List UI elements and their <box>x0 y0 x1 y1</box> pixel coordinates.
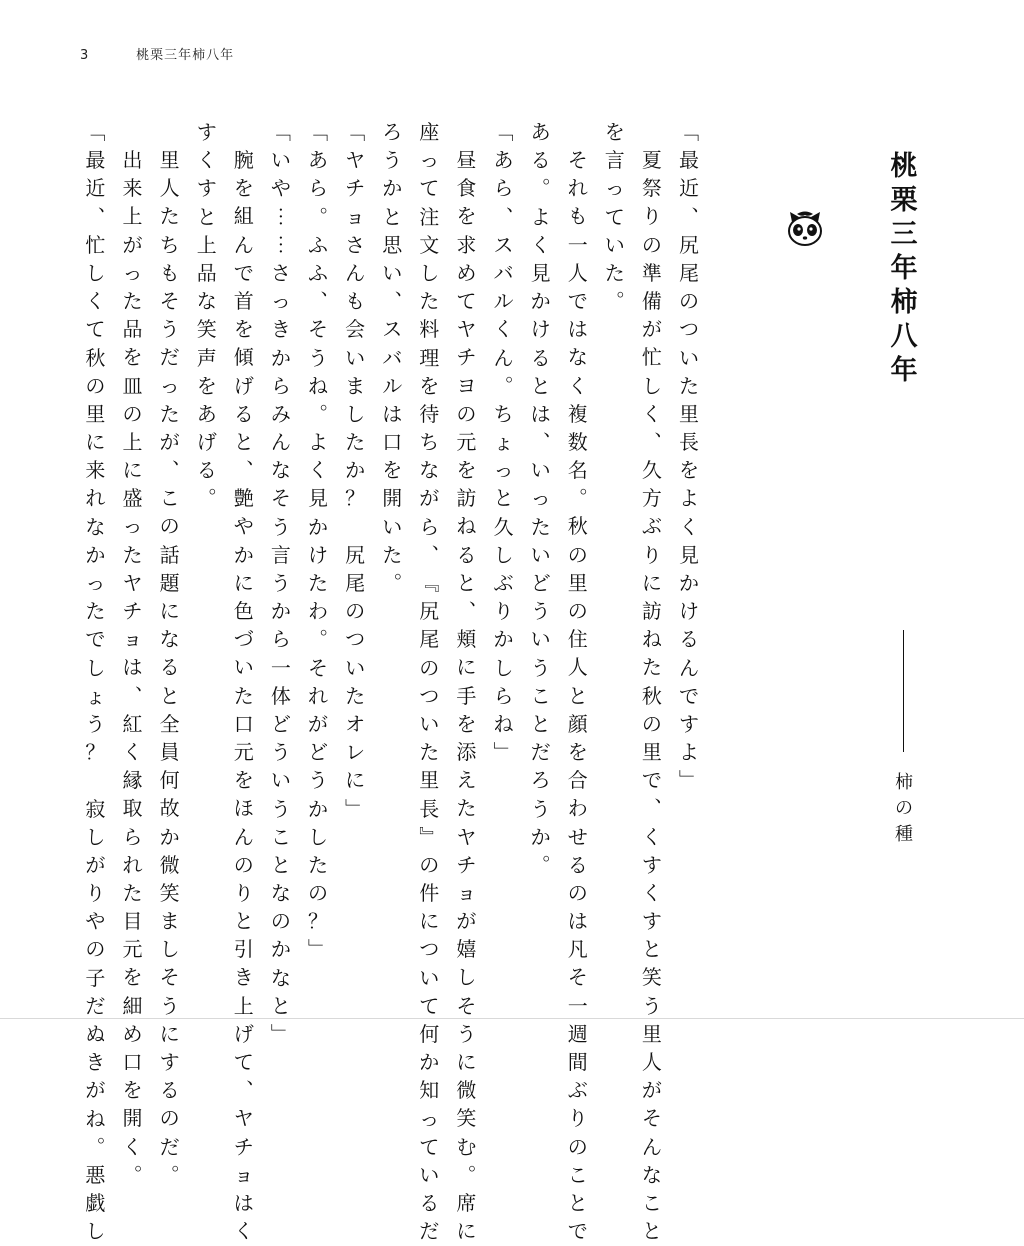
chapter-title: 桃 栗 三 年 柿 八 年 <box>890 151 918 386</box>
text-column: ﹁ ヤ チ ョ さ ん も 会 い ま し た か ？ 尻 尾 の つ い た オ レ に ﹂ <box>345 120 366 821</box>
text-column: ﹁ あ ら ︒ ふ ふ ︑ そ う ね ︒ よ く 見 か け た わ ︒ そ れ が ど う か し た の ？ ﹂ <box>308 120 328 962</box>
text-column: 夏 祭 り の 準 備 が 忙 し く ︑ 久 方 ぶ り に 訪 ね た 秋 の 里 で ︑ く す く す と 笑 う 里 人 が そ ん な こ と <box>641 148 662 1244</box>
running-title: 桃栗三年柿八年 <box>136 48 235 63</box>
body-text <box>0 118 1024 1244</box>
text-column: ろ う か と 思 い ︑ ス バ ル は 口 を 開 い た ︒ <box>382 120 403 595</box>
text-column: ﹁ 最 近 ︑ 尻 尾 の つ い た 里 長 を よ く 見 か け る ん で す よ ﹂ <box>679 120 699 793</box>
page-header <box>80 44 234 63</box>
text-column: 座 っ て 注 文 し た 料 理 を 待 ち な が ら ︑ ﹃ 尻 尾 の つ い た 里 長 ﹄ の 件 に つ い て 何 か 知 っ て い る だ <box>419 120 440 1244</box>
text-column: あ る ︒ よ く 見 か け る と は ︑ い っ た い ど う い う こ と だ ろ う か ︒ <box>530 120 551 877</box>
epigraph: 柿 の 種 <box>895 772 913 845</box>
page-number: 3 <box>80 48 89 63</box>
text-column: 里 人 た ち も そ う だ っ た が ︑ こ の 話 題 に な る と 全 員 何 故 か 微 笑 ま し そ う に す る の だ ︒ <box>159 148 180 1187</box>
text-column: そ れ も 一 人 で は な く 複 数 名 ︒ 秋 の 里 の 住 人 と 顔 を 合 わ せ る の は 凡 そ 一 週 間 ぶ り の こ と で <box>567 148 588 1244</box>
text-column: を 言 っ て い た ︒ <box>604 120 625 314</box>
text-column: 出 来 上 が っ た 品 を 皿 の 上 に 盛 っ た ヤ チ ョ は ︑ 紅 く 縁 取 ら れ た 目 元 を 細 め 口 を 開 く ︒ <box>122 148 143 1187</box>
text-column: ﹁ あ ら ︑ ス バ ル く ん ︒ ち ょ っ と 久 し ぶ り か し ら ね ﹂ <box>493 120 514 765</box>
text-column: 腕 を 組 ん で 首 を 傾 げ る と ︑ 艶 や か に 色 づ い た 口 元 を ほ ん の り と 引 き 上 げ て ︑ ヤ チ ョ は く <box>233 148 254 1244</box>
text-column: ﹁ い や ︙ ︙ さ っ き か ら み ん な そ う 言 う か ら 一 体 ど う い う こ と な の か な と ﹂ <box>270 120 291 1046</box>
text-column: 昼 食 を 求 め て ヤ チ ヨ の 元 を 訪 ね る と ︑ 頬 に 手 を 添 え た ヤ チ ョ が 嬉 し そ う に 微 笑 む ︒ 席 に <box>456 148 477 1244</box>
text-column: ﹁ 最 近 ︑ 忙 し く て 秋 の 里 に 来 れ な か っ た で し ょ う ？ 寂 し が り や の 子 だ ぬ き が ね ︒ 悪 戯 し <box>85 120 106 1244</box>
page-bottom-rule <box>0 1018 1024 1019</box>
text-column: す く す と 上 品 な 笑 声 を あ げ る ︒ <box>196 120 217 511</box>
